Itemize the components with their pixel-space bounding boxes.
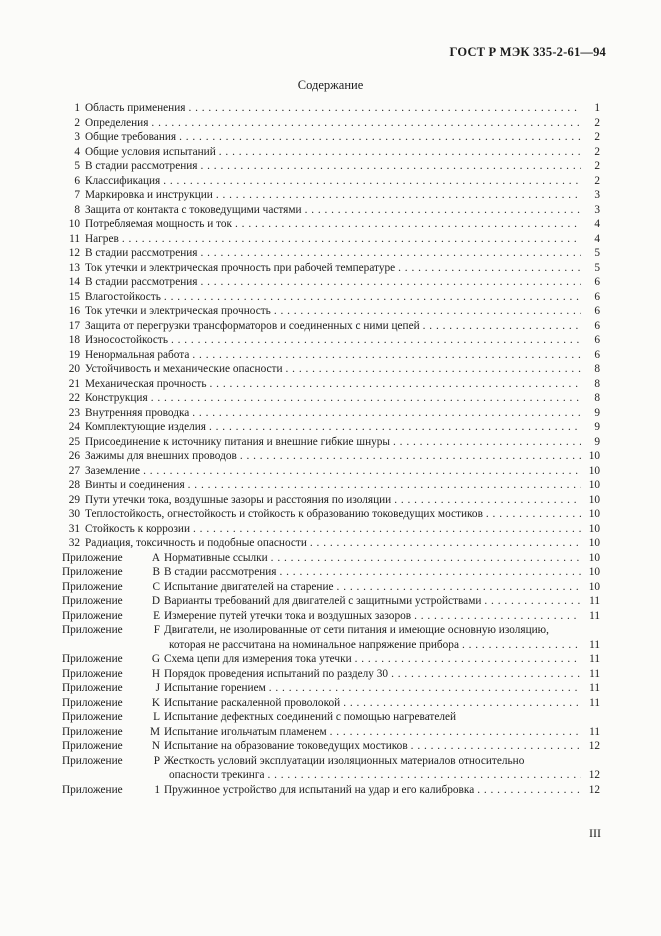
dot-leader: [151, 116, 581, 131]
appendix-page: 11: [589, 609, 600, 622]
toc-entry-appendix: [62, 725, 600, 740]
section-number: 28: [68, 479, 80, 491]
section-number: 4: [74, 145, 80, 158]
section-title: Классификация: [85, 174, 161, 187]
appendix-letter: H: [151, 667, 160, 680]
dot-leader: [343, 696, 581, 711]
appendix-title: Порядок проведения испытаний по разделу 30: [164, 667, 389, 680]
appendix-word: Приложение: [62, 725, 123, 738]
table-of-contents: [62, 101, 600, 797]
section-number: 21: [68, 377, 80, 390]
dot-leader: [163, 174, 581, 189]
dot-leader: [201, 246, 582, 261]
toc-entry: [62, 449, 600, 464]
section-title: Ток утечки и электрическая прочность при рабочей температуре: [85, 261, 396, 274]
appendix-letter: C: [152, 580, 160, 593]
section-number: 23: [68, 406, 80, 419]
toc-entry-appendix: [62, 739, 600, 754]
appendix-word: Приложение: [62, 740, 123, 752]
appendix-word: Приложение: [62, 653, 123, 665]
appendix-word: Приложение: [62, 609, 123, 622]
section-page: 2: [594, 160, 600, 172]
appendix-title: которая не рассчитана на номинальное напряжение прибора: [169, 638, 459, 651]
dot-leader: [151, 391, 581, 406]
toc-entry: [62, 464, 600, 479]
section-title: Зажимы для внешних проводов: [85, 450, 237, 462]
dot-leader: [337, 580, 581, 595]
toc-entry: [62, 203, 600, 218]
dot-leader: [122, 232, 581, 247]
section-title: Механическая прочность: [85, 377, 207, 390]
appendix-title: Испытание дефектных соединений с помощью нагревателей: [164, 711, 457, 723]
appendix-letter: F: [153, 624, 160, 636]
appendix-title: Измерение путей утечки тока и воздушных зазоров: [164, 609, 412, 622]
section-title: Радиация, токсичность и подобные опасности: [85, 537, 307, 549]
section-number: 26: [68, 450, 80, 462]
document-header: ГОСТ Р МЭК 335-2-61—94: [449, 45, 606, 59]
toc-entry: [62, 290, 600, 305]
dot-leader: [171, 333, 581, 348]
appendix-word: Приложение: [62, 624, 123, 636]
section-number: 30: [68, 508, 80, 520]
dot-leader: [269, 681, 581, 696]
toc-entry-appendix: [62, 551, 600, 566]
dot-leader: [394, 493, 581, 508]
section-title: Присоединение к источнику питания и внешние гибкие шнуры: [85, 435, 391, 448]
section-title: Износостойкость: [85, 334, 168, 346]
section-number: 27: [68, 464, 80, 477]
toc-entry: [62, 391, 600, 406]
section-number: 2: [74, 116, 80, 129]
section-title: Винты и соединения: [85, 479, 185, 491]
section-page: 10: [588, 537, 600, 549]
toc-entry: [62, 232, 600, 247]
toc-entry-appendix: [62, 638, 600, 653]
section-title: Комплектующие изделия: [85, 421, 206, 433]
appendix-label: [62, 580, 164, 595]
appendix-letter: L: [153, 711, 160, 723]
appendix-label: [62, 681, 164, 696]
section-page: 10: [588, 493, 600, 506]
dot-leader: [305, 203, 581, 218]
section-title: Влагостойкость: [85, 290, 161, 303]
section-page: 3: [594, 203, 600, 216]
dot-leader: [201, 159, 582, 174]
section-number: 10: [68, 218, 80, 230]
appendix-title: Жесткость условий эксплуатации изоляционных материалов относительно: [164, 754, 525, 767]
section-title: Стойкость к коррозии: [85, 522, 191, 535]
section-title: Ненормальная работа: [85, 348, 190, 361]
section-title: В стадии рассмотрения: [85, 160, 198, 172]
dot-leader: [216, 188, 581, 203]
toc-entry: [62, 348, 600, 363]
toc-entry: [62, 522, 600, 537]
appendix-letter: B: [152, 566, 160, 578]
appendix-label: [62, 594, 164, 609]
appendix-title: Варианты требований для двигателей с защитными устройствами: [164, 595, 482, 607]
dot-leader: [423, 319, 581, 334]
section-title: Определения: [85, 116, 149, 129]
appendix-label: [62, 754, 164, 769]
section-number: 24: [68, 421, 80, 433]
appendix-title: Двигатели, не изолированные от сети питания и имеющие основную изоляцию,: [164, 624, 549, 636]
toc-entry-appendix: [62, 623, 600, 638]
dot-leader: [330, 725, 581, 740]
appendix-label: [62, 710, 164, 725]
section-title: Общие условия испытаний: [85, 145, 216, 158]
toc-entry-appendix: [62, 609, 600, 624]
section-page: 9: [594, 421, 600, 433]
appendix-title: опасности трекинга: [169, 769, 265, 781]
section-number: 18: [68, 334, 80, 346]
dot-leader: [414, 609, 581, 624]
section-title: В стадии рассмотрения: [85, 276, 198, 288]
toc-entry: [62, 420, 600, 435]
appendix-word: Приложение: [62, 783, 123, 796]
appendix-word: Приложение: [62, 754, 123, 767]
dot-leader: [411, 739, 581, 754]
section-page: 10: [588, 464, 600, 477]
section-page: 3: [594, 189, 600, 201]
section-number: 6: [74, 174, 80, 187]
section-number: 1: [74, 102, 80, 114]
appendix-label: [62, 725, 164, 740]
appendix-word: Приложение: [62, 696, 123, 709]
section-page: 6: [594, 276, 600, 288]
toc-entry-appendix: [62, 696, 600, 711]
appendix-title: Испытание раскаленной проволокой: [164, 696, 341, 709]
dot-leader: [355, 652, 581, 667]
section-page: 2: [594, 145, 600, 158]
section-page: 9: [594, 435, 600, 448]
appendix-word: Приложение: [62, 551, 123, 564]
appendix-letter: P: [153, 754, 160, 767]
toc-entry: [62, 493, 600, 508]
section-page: 1: [594, 102, 600, 114]
section-number: 11: [69, 232, 80, 245]
section-page: 2: [594, 116, 600, 129]
appendix-word: Приложение: [62, 667, 123, 680]
section-page: 4: [594, 218, 600, 230]
dot-leader: [240, 449, 581, 464]
appendix-page: 11: [589, 638, 600, 651]
section-number: 20: [68, 363, 80, 375]
toc-entry: [62, 319, 600, 334]
toc-entry: [62, 188, 600, 203]
section-title: Область применения: [85, 102, 186, 114]
appendix-label: [62, 623, 164, 638]
appendix-letter: A: [151, 551, 160, 564]
section-number: 25: [68, 435, 80, 448]
dot-leader: [143, 464, 581, 479]
appendix-letter: J: [155, 682, 160, 694]
toc-entry-appendix: [62, 768, 600, 783]
toc-entry: [62, 174, 600, 189]
appendix-page: 11: [589, 595, 600, 607]
toc-entry: [62, 406, 600, 421]
toc-entry-appendix: [62, 580, 600, 595]
dot-leader: [393, 435, 581, 450]
appendix-word: Приложение: [62, 566, 123, 578]
dot-leader: [267, 768, 581, 783]
toc-entry: [62, 275, 600, 290]
section-title: Пути утечки тока, воздушные зазоры и расстояния по изоляции: [85, 493, 392, 506]
toc-entry: [62, 130, 600, 145]
appendix-letter: E: [153, 609, 160, 622]
dot-leader: [484, 594, 581, 609]
appendix-letter: K: [151, 696, 160, 709]
section-title: Ток утечки и электрическая прочность: [85, 305, 271, 317]
toc-title: Содержание: [297, 78, 364, 92]
section-number: 14: [68, 276, 80, 288]
dot-leader: [274, 304, 581, 319]
toc-entry: [62, 478, 600, 493]
section-page: 10: [588, 508, 600, 520]
toc-entry: [62, 101, 600, 116]
appendix-word: Приложение: [62, 711, 123, 723]
section-number: 31: [68, 522, 80, 535]
section-number: 32: [68, 537, 80, 549]
dot-leader: [391, 667, 581, 682]
section-number: 17: [68, 319, 80, 332]
appendix-page: 11: [589, 725, 600, 738]
appendix-page: 10: [588, 566, 600, 578]
appendix-label: [62, 609, 164, 624]
appendix-word: Приложение: [62, 682, 123, 694]
appendix-page: 11: [589, 653, 600, 665]
appendix-page: 10: [588, 551, 600, 564]
appendix-title: Пружинное устройство для испытаний на удар и его калибровка: [164, 783, 475, 796]
dot-leader: [192, 406, 581, 421]
dot-leader: [486, 507, 581, 522]
appendix-page: 10: [588, 580, 600, 593]
appendix-title: Испытание горением: [164, 682, 266, 694]
appendix-label: [62, 652, 164, 667]
appendix-title: Схема цепи для измерения тока утечки: [164, 653, 352, 665]
appendix-label: [62, 739, 164, 754]
section-number: 15: [68, 290, 80, 303]
section-page: 6: [594, 334, 600, 346]
appendix-label: [62, 551, 164, 566]
appendix-letter: D: [151, 595, 160, 607]
section-page: 6: [594, 319, 600, 332]
section-page: 6: [594, 305, 600, 317]
toc-entry: [62, 377, 600, 392]
appendix-title: Испытание игольчатым пламенем: [164, 725, 327, 738]
section-page: 4: [594, 232, 600, 245]
toc-entry: [62, 116, 600, 131]
appendix-letter: N: [151, 740, 160, 752]
toc-entry: [62, 217, 600, 232]
dot-leader: [477, 783, 581, 798]
dot-leader: [219, 145, 581, 160]
toc-entry-appendix: [62, 652, 600, 667]
dot-leader: [193, 522, 581, 537]
section-title: Защита от перегрузки трансформаторов и соединенных с ними цепей: [85, 319, 420, 332]
section-page: 8: [594, 392, 600, 404]
section-number: 12: [68, 247, 80, 259]
section-title: Нагрев: [85, 232, 119, 245]
section-page: 10: [588, 522, 600, 535]
section-title: Устойчивость и механические опасности: [85, 363, 283, 375]
appendix-letter: G: [151, 653, 160, 665]
toc-entry: [62, 159, 600, 174]
toc-entry-appendix: [62, 783, 600, 798]
page-number: III: [589, 826, 601, 840]
toc-entry: [62, 362, 600, 377]
toc-entry-appendix: [62, 710, 600, 725]
toc-entry: [62, 333, 600, 348]
section-number: 7: [74, 189, 80, 201]
toc-entry-appendix: [62, 594, 600, 609]
toc-entry: [62, 435, 600, 450]
section-page: 10: [588, 479, 600, 491]
section-title: Общие требования: [85, 131, 177, 143]
appendix-title: Испытание двигателей на старение: [164, 580, 334, 593]
appendix-word: Приложение: [62, 595, 123, 607]
dot-leader: [286, 362, 581, 377]
section-page: 10: [588, 450, 600, 462]
toc-entry: [62, 246, 600, 261]
dot-leader: [209, 420, 581, 435]
toc-entry-appendix: [62, 667, 600, 682]
section-title: Маркировка и инструкции: [85, 189, 213, 201]
appendix-word: Приложение: [62, 580, 123, 593]
dot-leader: [188, 101, 581, 116]
section-number: 5: [74, 160, 80, 172]
dot-leader: [192, 348, 581, 363]
section-number: 8: [74, 203, 80, 216]
section-title: Теплостойкость, огнестойкость и стойкость к образованию токоведущих мостиков: [85, 508, 483, 520]
section-number: 19: [68, 348, 80, 361]
dot-leader: [462, 638, 581, 653]
section-number: 22: [68, 392, 80, 404]
dot-leader: [280, 565, 582, 580]
dot-leader: [210, 377, 581, 392]
section-page: 5: [594, 247, 600, 259]
section-page: 8: [594, 377, 600, 390]
appendix-label: [62, 565, 164, 580]
toc-entry-appendix: [62, 754, 600, 769]
section-number: 16: [68, 305, 80, 317]
appendix-letter: M: [149, 725, 160, 738]
section-page: 2: [594, 174, 600, 187]
section-title: В стадии рассмотрения: [85, 247, 198, 259]
section-title: Конструкция: [85, 392, 148, 404]
appendix-title: Нормативные ссылки: [164, 551, 268, 564]
appendix-page: 11: [589, 696, 600, 709]
appendix-page: 11: [589, 682, 600, 694]
appendix-page: 12: [588, 783, 600, 796]
section-page: 2: [594, 131, 600, 143]
appendix-label: [62, 783, 164, 798]
appendix-letter: 1: [154, 783, 160, 796]
toc-entry: [62, 261, 600, 276]
section-page: 5: [594, 261, 600, 274]
dot-leader: [164, 290, 581, 305]
toc-entry: [62, 304, 600, 319]
toc-entry: [62, 536, 600, 551]
toc-entry: [62, 507, 600, 522]
dot-leader: [398, 261, 581, 276]
section-title: Заземление: [85, 464, 141, 477]
section-number: 3: [74, 131, 80, 143]
appendix-title: В стадии рассмотрения: [164, 566, 277, 578]
dot-leader: [310, 536, 581, 551]
section-page: 6: [594, 348, 600, 361]
toc-entry: [62, 145, 600, 160]
section-title: Внутренняя проводка: [85, 406, 190, 419]
appendix-title: Испытание на образование токоведущих мостиков: [164, 740, 408, 752]
section-number: 29: [68, 493, 80, 506]
appendix-page: 12: [588, 740, 600, 752]
toc-entry-appendix: [62, 681, 600, 696]
appendix-page: 11: [589, 667, 600, 680]
section-number: 13: [68, 261, 80, 274]
appendix-page: 12: [588, 769, 600, 781]
dot-leader: [179, 130, 581, 145]
section-title: Потребляемая мощность и ток: [85, 218, 233, 230]
dot-leader: [235, 217, 581, 232]
section-page: 9: [594, 406, 600, 419]
toc-entry-appendix: [62, 565, 600, 580]
dot-leader: [188, 478, 581, 493]
section-page: 6: [594, 290, 600, 303]
appendix-label: [62, 667, 164, 682]
dot-leader: [201, 275, 582, 290]
appendix-label: [62, 696, 164, 711]
section-title: Защита от контакта с токоведущими частями: [85, 203, 302, 216]
section-page: 8: [594, 363, 600, 375]
dot-leader: [271, 551, 581, 566]
